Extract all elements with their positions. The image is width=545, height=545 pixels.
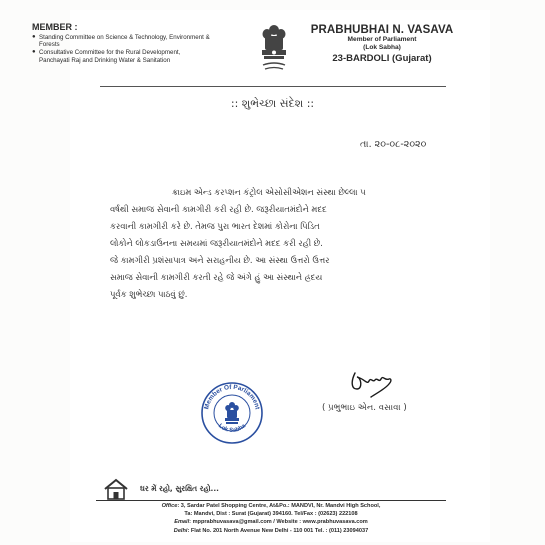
constituency: 23-BARDOLI (Gujarat) — [332, 53, 432, 64]
header-divider — [100, 86, 446, 87]
parliament-seal-icon — [200, 381, 264, 445]
house-icon — [102, 478, 130, 500]
body-line: પૂર્વક શુભેચ્છા પાઠવું છું. — [110, 289, 188, 299]
committee-item — [32, 49, 210, 63]
member-title: MEMBER : — [32, 22, 78, 32]
committee-item — [32, 34, 210, 48]
body-line: ક્રાઇમ એન્ડ કરપ્શન કંટ્રોલ એસોસીએશન સંસ્થા છેલ્લા ૫ — [172, 187, 366, 197]
footer-office-line2: Ta: Mandvi, Dist : Surat (Gujarat) 394160. Tel/Fax : (02623) 222108 — [184, 511, 358, 518]
state-emblem-icon — [257, 22, 291, 76]
seal-subtext: Lok Sabha — [216, 423, 248, 434]
footer-email — [96, 518, 446, 526]
svg-text:Lok Sabha — [217, 423, 248, 434]
delhi-address: : Flat No. 201 North Avenue New Delhi - 110 001 Tel. : (011) 23094037 — [187, 527, 369, 534]
footer-contact — [96, 502, 446, 535]
letter-heading: :: શુભેચ્છા સંદેશ :: — [230, 97, 315, 110]
office-address: : 3, Sardar Patel Shopping Centre, At&Po.: MANDVI, Nr. Mandvi High School, — [177, 503, 381, 509]
body-line: લોકોને લોકડાઉનના સમયમાં જરૂરીયાતમંદોને મદદ કરી રહી છે. — [110, 238, 323, 248]
footer-divider — [96, 500, 446, 501]
email-label: Email — [174, 519, 190, 526]
footer-delhi — [96, 527, 446, 535]
footer-slogan: ઘર મેં રહો, સુરક્ષિત રહો... — [140, 484, 219, 493]
letter-date: તા. ૨૦-૦૮-૨૦૨૦ — [360, 139, 427, 150]
mp-role: Member of Parliament — [347, 36, 417, 43]
body-line: જે કામગીરી પ્રશંસાપાત્ર અને સરાહનીય છે. આ સંસ્થા ઉત્તરો ઉત્તર — [110, 255, 330, 265]
mp-identity — [302, 24, 462, 64]
letter-body — [110, 184, 440, 303]
mp-name: PRABHUBHAI N. VASAVA — [310, 24, 454, 36]
office-label: Office — [161, 503, 178, 509]
signer-name: ( પ્રભુભાઇ એન. વસાવા ) — [322, 403, 407, 413]
body-line: વર્ષથી સમાજ સેવાની કામગીરી કરી રહી છે. જરૂરીયાતમંદોને મદદ — [110, 204, 327, 214]
body-line: સમાજ સેવાની કામગીરી કરતી રહે જે અંગે હું આ સંસ્થાને હ્રદય — [110, 272, 323, 282]
footer-office — [96, 502, 446, 510]
bullet-icon: ● — [32, 49, 36, 56]
signature-icon — [345, 367, 405, 401]
email-value: : mpprabhuvasava@gmail.com / Website : www.prabhuvasava.com — [189, 519, 368, 526]
bullet-icon: ● — [32, 34, 36, 40]
seal-text: Member Of Parliament — [203, 383, 261, 411]
committee-membership — [32, 22, 210, 65]
body-line: કરવાની કામગીરી કરે છે. તેમજ પુરા ભારત દેશમાં કોરોના પિડિત — [110, 221, 320, 231]
committee-text: Standing Committee on Science & Technology, Environment & Forests — [39, 34, 210, 49]
delhi-label: Delhi — [173, 527, 188, 534]
mp-house: (Lok Sabha) — [363, 44, 401, 51]
committee-text: Consultative Committee for the Rural Development, Panchayati Raj and Drinking Water & Sanitation — [39, 49, 181, 64]
